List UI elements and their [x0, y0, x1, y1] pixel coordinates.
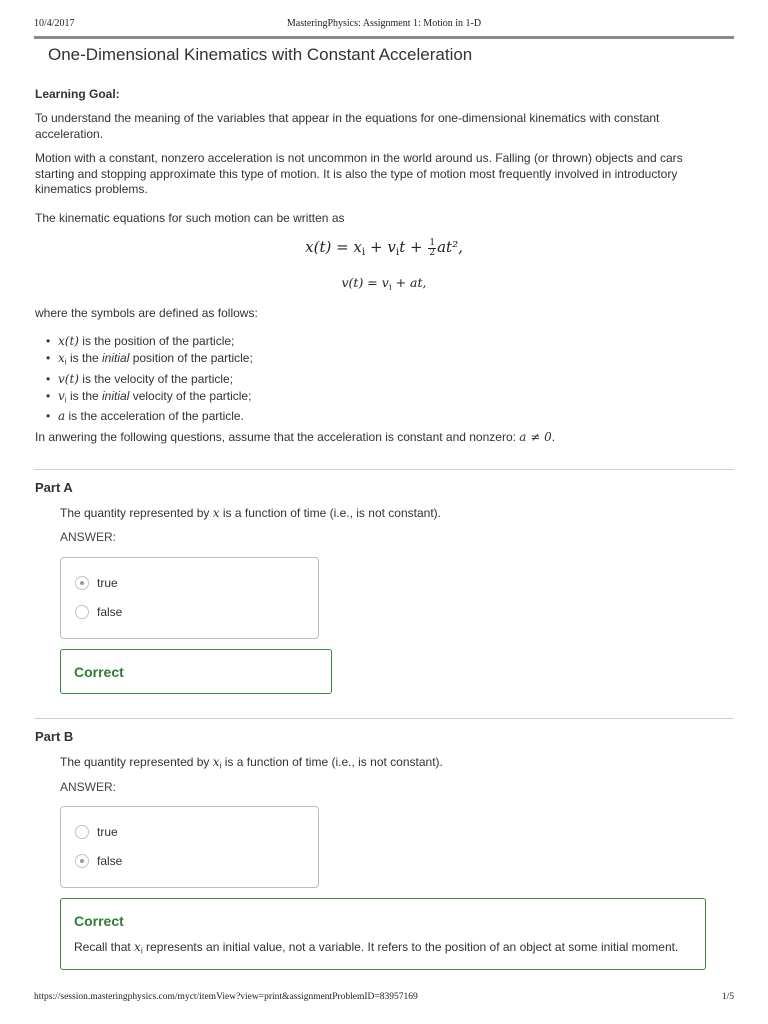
part-b-feedback	[60, 898, 706, 970]
eq2-rhs: + at,	[391, 275, 427, 290]
part-b-divider	[34, 718, 734, 719]
symbol-emphasis: initial	[102, 388, 130, 403]
question-text-after: is a function of time (i.e., is not constant).	[221, 755, 443, 769]
part-a-option-false[interactable]	[75, 604, 122, 620]
eq1-mid2: t +	[399, 238, 428, 256]
symbol-math: x	[58, 351, 65, 365]
symbol-sub: i	[64, 356, 67, 367]
feedback-text	[74, 940, 678, 956]
radio-button[interactable]	[75, 825, 89, 839]
feedback-math: x	[134, 940, 141, 954]
symbol-math: x(t)	[58, 334, 79, 348]
eq2-sub: i	[388, 282, 392, 293]
question-text-after: is a function of time (i.e., is not constant).	[219, 506, 441, 520]
symbol-text: is the position of the particle;	[78, 334, 235, 348]
symbol-emphasis: initial	[102, 351, 130, 365]
velocity-equation	[0, 275, 768, 293]
symbol-text-after: position of the particle;	[129, 351, 253, 365]
print-date: 10/4/2017	[34, 18, 75, 29]
part-b-question	[60, 755, 443, 771]
print-footer	[34, 992, 734, 1006]
feedback-text-before: Recall that	[74, 940, 135, 954]
radio-button[interactable]	[75, 605, 89, 619]
symbol-text: is the	[66, 351, 103, 365]
symbol-math: v	[58, 388, 65, 403]
part-a-answer-label: ANSWER:	[60, 530, 117, 544]
list-item	[58, 350, 698, 371]
option-label: true	[97, 824, 118, 839]
eq1-lhs: x(t) = x	[305, 238, 362, 256]
page-number: 1/5	[721, 992, 734, 1002]
list-item	[58, 371, 698, 388]
option-label: true	[97, 575, 118, 590]
question-sub: i	[219, 760, 222, 771]
feedback-title: Correct	[74, 913, 124, 929]
option-label: false	[97, 604, 123, 619]
assumption-end: .	[551, 430, 556, 444]
assumption-text	[35, 430, 725, 446]
list-item	[58, 408, 698, 425]
part-a-option-true[interactable]	[75, 575, 118, 591]
assumption-sentence: In anwering the following questions, assume that the acceleration is constant and nonzero:	[35, 430, 520, 444]
eq1-rhs: at²,	[437, 238, 463, 256]
eq1-sub2: i	[395, 246, 400, 259]
symbol-list	[58, 333, 698, 425]
symbol-text: is the acceleration of the particle.	[65, 409, 244, 424]
print-url: https://session.masteringphysics.com/myct/itemView?view=print&assignmentProblemID=83957169	[34, 992, 418, 1002]
symbol-sub: i	[64, 394, 67, 405]
symbol-text: is the velocity of the particle;	[78, 371, 234, 386]
header-divider	[34, 36, 734, 39]
symbol-math: a	[58, 409, 66, 424]
part-a-feedback	[60, 649, 332, 694]
symbol-text-after: velocity of the particle;	[129, 388, 252, 403]
question-text: The quantity represented by	[60, 755, 213, 769]
position-equation	[0, 238, 768, 258]
learning-goal-heading: Learning Goal:	[35, 87, 120, 101]
radio-button[interactable]	[75, 854, 89, 868]
symbol-math: v(t)	[58, 371, 79, 386]
eq1-frac-den: 2	[429, 247, 436, 258]
feedback-sub: i	[140, 945, 143, 956]
equations-intro: The kinematic equations for such motion can be written as	[35, 211, 345, 225]
option-label: false	[97, 853, 123, 868]
eq1-mid: + v	[365, 238, 396, 256]
eq1-sub1: i	[361, 246, 366, 259]
part-b-heading: Part B	[35, 729, 74, 744]
eq1-frac-num: 1	[429, 237, 436, 248]
eq2-lhs: v(t) = v	[341, 275, 389, 290]
symbols-intro: where the symbols are defined as follows:	[35, 306, 258, 320]
feedback-title: Correct	[74, 664, 124, 680]
list-item	[58, 333, 698, 350]
part-a-heading: Part A	[35, 480, 73, 495]
print-header	[34, 14, 734, 30]
part-a-divider	[34, 469, 734, 470]
eq1-fraction	[428, 239, 436, 258]
part-b-option-false[interactable]	[75, 853, 122, 869]
assumption-math: a ≠ 0	[519, 430, 552, 444]
question-math: x	[212, 755, 220, 769]
page-title: One-Dimensional Kinematics with Constant Acceleration	[48, 45, 473, 64]
print-title: MasteringPhysics: Assignment 1: Motion in 1-D	[286, 18, 482, 29]
list-item	[58, 388, 698, 409]
question-math: x	[212, 506, 220, 520]
part-b-answer-box	[60, 806, 319, 888]
intro-paragraph: Motion with a constant, nonzero acceleration is not uncommon in the world around us. Falling (or thrown) objects and cars starting and stopping approximate this type of motion. It is also the type of motion most frequently involved in introductory kinematics problems.	[35, 151, 683, 196]
part-a-question	[60, 506, 441, 520]
radio-button[interactable]	[75, 576, 89, 590]
question-text: The quantity represented by	[60, 506, 213, 520]
symbol-text: is the	[66, 388, 103, 403]
feedback-text-after: represents an initial value, not a variable. It refers to the position of an object at some initial moment.	[142, 940, 679, 954]
learning-goal-text: To understand the meaning of the variables that appear in the equations for one-dimensional kinematics with constant acceleration.	[35, 111, 660, 141]
part-b-option-true[interactable]	[75, 824, 118, 840]
part-a-answer-box	[60, 557, 319, 639]
part-b-answer-label: ANSWER:	[60, 780, 117, 794]
